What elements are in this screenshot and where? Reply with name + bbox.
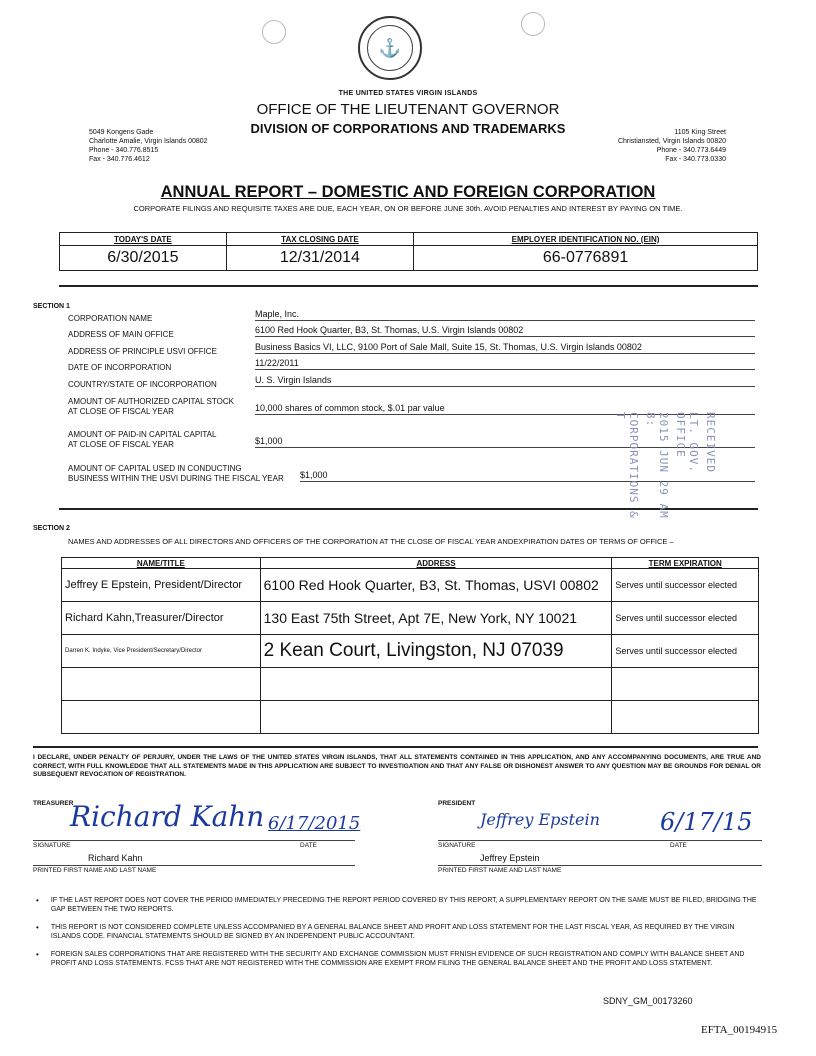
label-main-office: ADDRESS OF MAIN OFFICE: [68, 330, 174, 339]
table-row: [62, 569, 759, 602]
label-authorized-capital: AMOUNT OF AUTHORIZED CAPITAL STOCK AT CLOSE OF FISCAL YEAR: [68, 397, 234, 416]
header-todays-date: TODAY'S DATE: [60, 233, 227, 246]
empty-cell[interactable]: [612, 668, 759, 701]
corporation-name-value[interactable]: Maple, Inc.: [255, 309, 755, 321]
officer-address[interactable]: 2 Kean Court, Livingston, NJ 07039: [260, 635, 612, 668]
right-office-address: 1105 King Street Christiansted, Virgin Islands 00820 Phone - 340.773.6449 Fax - 340.773.0330: [617, 129, 726, 163]
received-stamp: RECEIVED LT. GOV. OFFICE 2015 JUN 29 AM 8: CORPORATIONS & T: [614, 412, 717, 519]
officer-term[interactable]: Serves until successor elected: [612, 635, 759, 668]
summary-table: [59, 232, 758, 271]
officers-table: [61, 557, 759, 734]
punch-hole-right: [521, 12, 545, 36]
label-usvi-office: ADDRESS OF PRINCIPLE USVI OFFICE: [68, 347, 217, 356]
list-item: • THIS REPORT IS NOT CONSIDERED COMPLETE UNLESS ACCOMPANIED BY A GENERAL BALANCE SHEET AND PROFIT AND LOSS STATEMENT FOR THE LAST FISCAL YEAR, AS REQUIRED BY THE VIRGIN ISLANDS CODE. FINANCIAL STATEMENTS SHOULD BE SIGNED BY AN INDEPENDENT PUBLIC ACCOUNTANT.: [36, 923, 735, 940]
notes-list: [36, 896, 762, 968]
president-label: PRESIDENT: [438, 800, 476, 807]
president-date[interactable]: 6/17/15: [660, 808, 753, 836]
efta-number: EFTA_00194915: [701, 1024, 778, 1036]
president-signature-line: [438, 840, 762, 841]
table-row: [62, 635, 759, 668]
officer-name[interactable]: Richard Kahn,Treasurer/Director: [62, 602, 261, 635]
office-title: OFFICE OF THE LIEUTENANT GOVERNOR: [256, 101, 560, 118]
label-corporation-name: CORPORATION NAME: [68, 314, 153, 323]
officer-term[interactable]: Serves until successor elected: [612, 602, 759, 635]
treasurer-date[interactable]: 6/17/2015: [268, 813, 361, 834]
label-date-of-incorporation: DATE OF INCORPORATION: [68, 363, 172, 372]
empty-cell[interactable]: [62, 701, 261, 734]
header-address: ADDRESS: [260, 558, 612, 569]
table-row: [62, 668, 759, 701]
empty-cell[interactable]: [260, 668, 612, 701]
table-row: [62, 701, 759, 734]
divider: [33, 746, 758, 748]
authorized-capital-value[interactable]: 10,000 shares of common stock, $.01 par value: [255, 403, 755, 415]
divider: [59, 285, 758, 287]
president-printed-name[interactable]: Jeffrey Epstein: [480, 853, 540, 863]
label-capital-used: AMOUNT OF CAPITAL USED IN CONDUCTING BUSINESS WITHIN THE USVI DURING THE FISCAL YEAR: [68, 464, 284, 483]
president-signature-caption: SIGNATURE: [438, 842, 476, 849]
treasurer-printed-caption: PRINTED FIRST NAME AND LAST NAME: [33, 867, 157, 874]
left-office-address: 5049 Kongens Gade Charlotte Amalie, Virgin Islands 00802 Phone - 340.776.8515 Fax - 340.776.4612: [89, 129, 208, 163]
treasurer-label: TREASURER: [33, 800, 74, 807]
treasurer-name-line: [33, 865, 355, 866]
section-2-label: SECTION 2: [33, 525, 70, 532]
form-title: ANNUAL REPORT – DOMESTIC AND FOREIGN CORPORATION: [160, 183, 656, 201]
punch-hole-left: [262, 20, 286, 44]
bates-number: SDNY_GM_00173260: [603, 996, 693, 1006]
officer-name[interactable]: Darren K. Indyke, Vice President/Secretary/Director: [62, 635, 261, 668]
usvi-office-value[interactable]: Business Basics VI, LLC, 9100 Port of Sale Mall, Suite 15, St. Thomas, U.S. Virgin Islands 00802: [255, 342, 755, 354]
country-of-incorporation-value[interactable]: U. S. Virgin Islands: [255, 375, 755, 387]
officer-name[interactable]: Jeffrey E Epstein, President/Director: [62, 569, 261, 602]
label-paid-in-capital: AMOUNT OF PAID-IN CAPITAL CAPITAL AT CLOSE OF FISCAL YEAR: [68, 430, 217, 449]
header-name-title: NAME/TITLE: [62, 558, 261, 569]
list-item: • FOREIGN SALES CORPORATIONS THAT ARE REGISTERED WITH THE SECURITY AND EXCHANGE COMMISSION MUST FRNISH EVIDENCE OF SUCH REGISTRATION AND COMPLY WITH BALANCE SHEET AND PROFIT AND LOSS STATEMENTS. FCSS THAT ARE NOT REGISTERED WITH THE COMMISSION ARE EXEMPT FROM FILING THE GENERAL BALANCE SHEET AND THE PROFIT AND LOSS STATEMENT.: [36, 950, 745, 967]
treasurer-signature-line: [33, 840, 355, 841]
declaration-text: I DECLARE, UNDER PENALTY OF PERJURY, UNDER THE LAWS OF THE UNITED STATES VIRGIN ISLANDS, THAT ALL STATEMENTS CONTAINED IN THIS APPLICATION, AND ANY ACCOMPANYING DOCUMENTS, ARE TRUE AND CORRECT, WITH FULL KNOWLEDGE THAT ALL STATEMENTS MADE IN THIS APPLICATION ARE SUBJECT TO INVESTIGATION AND THAT ANY FALSE OR DISHONEST ANSWER TO ANY QUESTION MAY BE GROUNDS FOR DENIAL OR SUBSEQUENT REVOCATION OF REGISTRATION.: [33, 754, 761, 778]
bullet-icon: •: [36, 896, 39, 905]
treasurer-signature[interactable]: Richard Kahn: [70, 800, 265, 833]
officer-address[interactable]: 130 East 75th Street, Apt 7E, New York, NY 10021: [260, 602, 612, 635]
section-1-label: SECTION 1: [33, 303, 70, 310]
ein-value[interactable]: 66-0776891: [414, 246, 758, 271]
empty-cell[interactable]: [62, 668, 261, 701]
seal-emblem-icon: ⚓: [367, 25, 413, 71]
empty-cell[interactable]: [260, 701, 612, 734]
main-office-value[interactable]: 6100 Red Hook Quarter, B3, St. Thomas, U.S. Virgin Islands 00802: [255, 325, 755, 337]
president-name-line: [438, 865, 762, 866]
treasurer-signature-caption: SIGNATURE: [33, 842, 71, 849]
list-item: • IF THE LAST REPORT DOES NOT COVER THE PERIOD IMMEDIATELY PRECEDING THE REPORT PERIOD COVERED BY THIS REPORT, A SUPPLEMENTARY REPORT ON THE SAME MUST BE FILED, BRIDGING THE GAP BETWEEN THE TWO REPORTS.: [36, 896, 757, 913]
president-signature[interactable]: Jeffrey Epstein: [480, 810, 600, 829]
empty-cell[interactable]: [612, 701, 759, 734]
header-tax-closing-date: TAX CLOSING DATE: [226, 233, 413, 246]
treasurer-printed-name[interactable]: Richard Kahn: [88, 853, 143, 863]
table-row: [62, 602, 759, 635]
header-term-expiration: TERM EXPIRATION: [612, 558, 759, 569]
officer-term[interactable]: Serves until successor elected: [612, 569, 759, 602]
tax-closing-date-value[interactable]: 12/31/2014: [226, 246, 413, 271]
section-2-instructions: NAMES AND ADDRESSES OF ALL DIRECTORS AND OFFICERS OF THE CORPORATION AT THE CLOSE OF FISCAL YEAR ANDEXPIRATION DATES OF TERMS OF OFFICE –: [68, 537, 674, 546]
division-title: DIVISION OF CORPORATIONS AND TRADEMARKS: [250, 121, 566, 136]
president-date-caption: DATE: [670, 842, 687, 849]
bullet-icon: •: [36, 923, 39, 932]
capital-used-value[interactable]: $1,000: [300, 470, 755, 482]
todays-date-value[interactable]: 6/30/2015: [60, 246, 227, 271]
label-country-of-incorporation: COUNTRY/STATE OF INCORPORATION: [68, 380, 217, 389]
bullet-icon: •: [36, 950, 39, 959]
state-seal: [358, 16, 422, 80]
date-of-incorporation-value[interactable]: 11/22/2011: [255, 358, 755, 370]
header-top-line: THE UNITED STATES VIRGIN ISLANDS: [338, 90, 478, 97]
header-ein: EMPLOYER IDENTIFICATION NO. (EIN): [414, 233, 758, 246]
president-printed-caption: PRINTED FIRST NAME AND LAST NAME: [438, 867, 562, 874]
paid-in-capital-value[interactable]: $1,000: [255, 436, 755, 448]
treasurer-date-caption: DATE: [300, 842, 317, 849]
form-subtitle: CORPORATE FILINGS AND REQUISITE TAXES ARE DUE, EACH YEAR, ON OR BEFORE JUNE 30th. AVOID PENALTIES AND INTEREST BY PAYING ON TIME.: [133, 204, 683, 213]
officer-address[interactable]: 6100 Red Hook Quarter, B3, St. Thomas, USVI 00802: [260, 569, 612, 602]
